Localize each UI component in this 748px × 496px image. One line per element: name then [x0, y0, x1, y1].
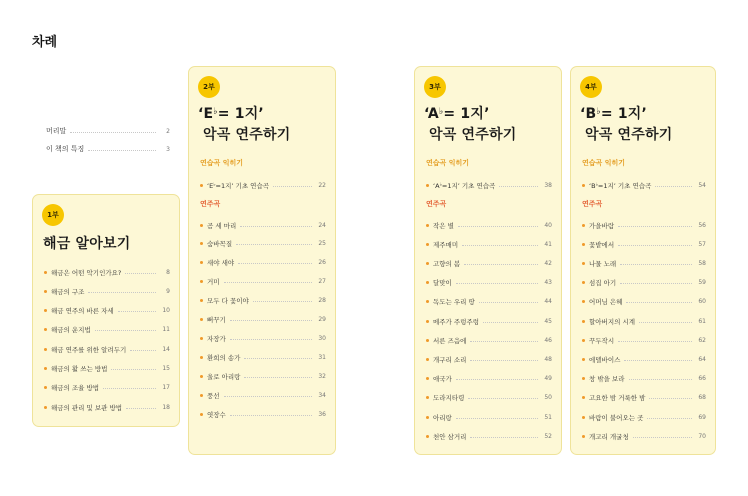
bullet-icon — [426, 224, 429, 227]
part-title-key — [580, 103, 647, 123]
flat-sign: ♭ — [596, 107, 601, 117]
toc-entry[interactable] — [426, 239, 552, 249]
title-suffix: = 1지’ — [217, 106, 264, 122]
bullet-icon — [44, 406, 47, 409]
toc-entry-label: 섬집 아기 — [589, 279, 617, 288]
bullet-icon — [582, 300, 585, 303]
intro-label: 머리말 — [46, 127, 67, 135]
bullet-icon — [582, 339, 585, 342]
section-heading-repertoire: 연주곡 — [200, 200, 221, 208]
leader-dots — [95, 330, 156, 331]
bullet-icon — [426, 262, 429, 265]
leader-dots — [464, 264, 538, 265]
leader-dots — [244, 358, 312, 359]
page-number: 30 — [318, 335, 326, 343]
page-number: 10 — [162, 307, 170, 315]
title-prefix: ‘A — [424, 106, 439, 122]
toc-entry-label: 곰 세 마리 — [207, 221, 237, 230]
page-number: 68 — [698, 394, 706, 402]
bullet-icon — [582, 243, 585, 246]
bullet-icon — [200, 184, 203, 187]
toc-entry[interactable] — [200, 391, 326, 401]
bullet-icon — [200, 375, 203, 378]
bullet-icon — [44, 309, 47, 312]
toc-entry[interactable] — [582, 239, 706, 249]
toc-entry-label: 해금 연주를 위한 알려두기 — [51, 345, 127, 354]
page-number: 46 — [544, 336, 552, 344]
intro-label: 이 책의 특징 — [46, 145, 85, 153]
toc-entry[interactable] — [426, 374, 552, 384]
toc-entry[interactable] — [200, 258, 326, 268]
toc-entry[interactable] — [582, 316, 706, 326]
label-prefix: ‘A — [433, 181, 440, 190]
page-number: 49 — [544, 375, 552, 383]
leader-dots — [118, 311, 156, 312]
toc-entry-label: 어머님 은혜 — [589, 298, 623, 307]
bullet-icon — [44, 328, 47, 331]
toc-entry-label: 개고리 개굴청 — [589, 432, 629, 441]
page-number: 9 — [166, 287, 170, 295]
page-title: 차례 — [32, 35, 58, 50]
toc-entry-label: 해금의 구조 — [51, 287, 85, 296]
bullet-icon — [426, 243, 429, 246]
toc-entry-label: 해금의 운지법 — [51, 326, 91, 335]
page-number: 66 — [698, 375, 706, 383]
section-heading-repertoire: 연주곡 — [582, 200, 603, 208]
leader-dots — [130, 350, 156, 351]
page-number: 8 — [166, 268, 170, 276]
page-number: 60 — [698, 298, 706, 306]
toc-entry-label: 메주가 주렁주렁 — [433, 317, 480, 326]
part-title-key — [424, 103, 490, 123]
leader-dots — [456, 379, 538, 380]
toc-entry-label: 숨바꼭질 — [207, 240, 233, 249]
page-number: 52 — [544, 432, 552, 440]
toc-entry[interactable] — [426, 180, 552, 190]
toc-entry[interactable] — [582, 297, 706, 307]
toc-entry[interactable] — [426, 220, 552, 230]
part-title-line2: 악곡 연주하기 — [203, 127, 291, 143]
toc-entry-label: 뻐꾸기 — [207, 316, 226, 325]
toc-entry[interactable] — [200, 372, 326, 382]
title-prefix: ‘E — [198, 106, 214, 122]
page-number: 36 — [318, 411, 326, 418]
part-title-line2: 악곡 연주하기 — [429, 127, 517, 143]
toc-entry-label: 서른 즈음에 — [433, 336, 467, 345]
toc-entry-label: 꽃밭에서 — [589, 240, 615, 249]
toc-entry[interactable] — [426, 431, 552, 441]
leader-dots — [230, 320, 312, 321]
label-suffix: =1지’ 기초 연습곡 — [215, 181, 270, 190]
toc-entry[interactable] — [44, 325, 170, 335]
bullet-icon — [582, 377, 585, 380]
toc-entry[interactable] — [426, 316, 552, 326]
toc-entry[interactable] — [426, 354, 552, 364]
bullet-icon — [200, 299, 203, 302]
part-title-line2: 악곡 연주하기 — [585, 127, 673, 143]
toc-entry[interactable] — [44, 383, 170, 393]
bullet-icon — [200, 280, 203, 283]
leader-dots — [649, 398, 692, 399]
toc-entry[interactable] — [44, 286, 170, 296]
toc-entry[interactable] — [200, 220, 326, 230]
intro-row[interactable] — [46, 126, 170, 136]
toc-entry-label: 개구리 소리 — [433, 355, 467, 364]
leader-dots — [224, 396, 312, 397]
bullet-icon — [200, 356, 203, 359]
toc-entry-label: 달맞이 — [433, 279, 452, 288]
toc-entry[interactable] — [582, 335, 706, 345]
toc-entry-label: 해금의 조율 방법 — [51, 384, 100, 393]
flat-sign: ♭ — [213, 181, 216, 188]
bullet-icon — [200, 318, 203, 321]
bullet-icon — [200, 242, 203, 245]
leader-dots — [470, 437, 538, 438]
toc-entry-label: 모두 다 꽃이야 — [207, 297, 249, 306]
bullet-icon — [44, 271, 47, 274]
bullet-icon — [426, 396, 429, 399]
leader-dots — [238, 263, 312, 264]
bullet-icon — [582, 224, 585, 227]
leader-dots — [618, 226, 692, 227]
intro-row[interactable] — [46, 144, 170, 154]
title-prefix: ‘B — [580, 106, 597, 122]
leader-dots — [230, 415, 312, 416]
toc-entry[interactable] — [426, 393, 552, 403]
leader-dots — [624, 360, 692, 361]
bullet-icon — [200, 394, 203, 397]
toc-entry[interactable] — [44, 402, 170, 412]
toc-entry-label: 천안 삼거리 — [433, 432, 467, 441]
page-number: 18 — [162, 403, 170, 411]
bullet-icon — [200, 337, 203, 340]
leader-dots — [479, 302, 538, 303]
page-number: 22 — [318, 181, 326, 189]
toc-entry[interactable] — [426, 258, 552, 268]
toc-entry[interactable] — [582, 431, 706, 441]
toc-entry-label: 자장가 — [207, 335, 226, 344]
toc-entry-label: 나물 노래 — [589, 259, 617, 268]
page-number: 32 — [318, 373, 326, 381]
bullet-icon — [426, 281, 429, 284]
toc-entry[interactable] — [44, 364, 170, 374]
page-number: 43 — [544, 279, 552, 287]
bullet-icon — [426, 358, 429, 361]
bullet-icon — [426, 320, 429, 323]
toc-entry-label: 제주매미 — [433, 240, 459, 249]
page-number: 27 — [318, 278, 326, 286]
toc-entry-label: 할아버지의 시계 — [589, 317, 636, 326]
toc-entry-label: 바람이 불어오는 곳 — [589, 413, 644, 422]
toc-entry[interactable] — [582, 412, 706, 422]
page-number: 2 — [166, 127, 170, 135]
page-number: 29 — [318, 316, 326, 324]
leader-dots — [620, 283, 692, 284]
bullet-icon — [426, 339, 429, 342]
toc-entry[interactable] — [200, 296, 326, 306]
bullet-icon — [44, 367, 47, 370]
bullet-icon — [426, 416, 429, 419]
leader-dots — [633, 437, 692, 438]
toc-entry-label: 창 밖을 보라 — [589, 375, 625, 384]
page-number: 51 — [544, 413, 552, 421]
leader-dots — [456, 283, 538, 284]
part-badge: 4부 — [580, 76, 602, 98]
toc-entry-label: 해금의 관리 및 보관 방법 — [51, 403, 123, 412]
leader-dots — [456, 418, 538, 419]
part-card-2 — [188, 66, 336, 455]
bullet-icon — [582, 320, 585, 323]
part-title: 해금 알아보기 — [43, 236, 131, 252]
section-heading-practice: 연습곡 익히기 — [200, 159, 244, 167]
flat-sign: ♭ — [439, 181, 442, 188]
page-number: 34 — [318, 392, 326, 400]
toc-entry-label: 작은 별 — [433, 221, 454, 230]
bullet-icon — [200, 261, 203, 264]
toc-entry[interactable] — [582, 220, 706, 230]
section-heading-practice: 연습곡 익히기 — [426, 159, 470, 167]
leader-dots — [639, 322, 692, 323]
toc-entry-label: 에델바이스 — [589, 355, 621, 364]
toc-entry[interactable] — [426, 297, 552, 307]
toc-entry-label: 해금의 활 쓰는 방법 — [51, 365, 108, 373]
bullet-icon — [582, 396, 585, 399]
leader-dots — [230, 339, 312, 340]
page-number: 57 — [698, 240, 706, 248]
leader-dots — [244, 377, 312, 378]
bullet-icon — [44, 386, 47, 389]
part-card-3 — [414, 66, 562, 455]
toc-entry-label: 풍선 — [207, 392, 220, 401]
page-number: 45 — [544, 317, 552, 325]
page-number: 28 — [318, 297, 326, 305]
leader-dots — [111, 369, 156, 370]
bullet-icon — [582, 184, 585, 187]
page-number: 17 — [162, 384, 170, 392]
flat-sign: ♭ — [213, 107, 218, 117]
title-suffix: = 1지’ — [443, 106, 490, 122]
label-prefix: ‘B — [589, 181, 596, 190]
leader-dots — [629, 379, 692, 380]
title-suffix: = 1지’ — [600, 106, 648, 122]
toc-entry-label: 새야 새야 — [207, 259, 235, 268]
leader-dots — [618, 245, 692, 246]
leader-dots — [70, 132, 156, 133]
leader-dots — [240, 226, 312, 227]
leader-dots — [462, 245, 538, 246]
page-number: 48 — [544, 355, 552, 363]
page-number: 61 — [698, 317, 706, 325]
leader-dots — [273, 186, 312, 187]
flat-sign: ♭ — [595, 181, 598, 188]
leader-dots — [618, 341, 692, 342]
toc-entry[interactable] — [582, 278, 706, 288]
part-badge: 3부 — [424, 76, 446, 98]
part-badge: 2부 — [198, 76, 220, 98]
toc-entry-label — [433, 181, 495, 190]
leader-dots — [620, 264, 692, 265]
toc-entry-label — [589, 181, 651, 190]
label-suffix: =1지’ 기초 연습곡 — [597, 181, 652, 190]
bullet-icon — [44, 290, 47, 293]
toc-entry[interactable] — [426, 412, 552, 422]
bullet-icon — [426, 184, 429, 187]
toc-entry-label: 꾸두작시 — [589, 336, 615, 345]
page-number: 38 — [544, 181, 552, 189]
section-heading-repertoire: 연주곡 — [426, 200, 447, 208]
bullet-icon — [582, 358, 585, 361]
toc-entry-label — [207, 181, 269, 190]
page-number: 40 — [544, 221, 552, 229]
toc-entry[interactable] — [582, 258, 706, 268]
page-number: 62 — [698, 336, 706, 344]
leader-dots — [126, 408, 156, 409]
leader-dots — [236, 244, 312, 245]
toc-entry[interactable] — [582, 180, 706, 190]
page-number: 31 — [318, 354, 326, 362]
leader-dots — [458, 226, 538, 227]
bullet-icon — [426, 435, 429, 438]
toc-entry[interactable] — [426, 335, 552, 345]
part-card-1 — [32, 194, 180, 427]
bullet-icon — [582, 281, 585, 284]
bullet-icon — [200, 224, 203, 227]
toc-entry-label: 해금 연주의 바른 자세 — [51, 307, 114, 316]
leader-dots — [224, 282, 312, 283]
label-prefix: ‘E — [207, 181, 214, 190]
page-number: 26 — [318, 259, 326, 267]
bullet-icon — [582, 435, 585, 438]
page-number: 64 — [698, 355, 706, 363]
page-number: 15 — [162, 365, 170, 372]
page-number: 50 — [544, 394, 552, 402]
page-number: 3 — [166, 145, 170, 153]
bullet-icon — [44, 348, 47, 351]
toc-entry-label: 엿장수 — [207, 411, 226, 419]
page-number: 11 — [162, 326, 170, 334]
section-heading-practice: 연습곡 익히기 — [582, 159, 626, 167]
toc-entry-label: 애국가 — [433, 375, 452, 384]
toc-entry-label: 환희의 송가 — [207, 354, 241, 363]
bullet-icon — [426, 300, 429, 303]
leader-dots — [499, 186, 538, 187]
bullet-icon — [582, 262, 585, 265]
bullet-icon — [582, 416, 585, 419]
page-number: 42 — [544, 259, 552, 267]
part-title-key — [198, 103, 264, 123]
toc-entry-label: 울로 아리랑 — [207, 373, 241, 382]
toc-entry-label: 아리랑 — [433, 413, 452, 422]
toc-entry-label: 고요한 밤 거룩한 밤 — [589, 394, 646, 403]
page-number: 59 — [698, 279, 706, 287]
toc-entry[interactable] — [582, 354, 706, 364]
leader-dots — [647, 418, 692, 419]
toc-entry-label: 독도는 우리 땅 — [433, 298, 475, 307]
leader-dots — [88, 292, 156, 293]
part-badge: 1부 — [42, 204, 64, 226]
page-number: 24 — [318, 221, 326, 229]
leader-dots — [125, 273, 156, 274]
leader-dots — [88, 150, 156, 151]
leader-dots — [483, 322, 538, 323]
page-number: 44 — [544, 298, 552, 306]
toc-entry[interactable] — [200, 334, 326, 344]
toc-entry[interactable] — [582, 374, 706, 384]
bullet-icon — [200, 413, 203, 416]
flat-sign: ♭ — [438, 107, 444, 117]
page-number: 41 — [544, 240, 552, 248]
toc-entry-label: 가을바람 — [589, 221, 615, 230]
leader-dots — [655, 186, 692, 187]
leader-dots — [626, 302, 692, 303]
page-number: 58 — [698, 259, 706, 267]
toc-entry[interactable] — [200, 410, 326, 420]
page-number: 14 — [162, 345, 170, 353]
toc-entry[interactable] — [200, 180, 326, 190]
label-suffix: =1지’ 기초 연습곡 — [441, 181, 496, 190]
toc-entry[interactable] — [200, 353, 326, 363]
toc-entry[interactable] — [582, 393, 706, 403]
bullet-icon — [426, 377, 429, 380]
toc-entry[interactable] — [200, 239, 326, 249]
toc-entry[interactable] — [44, 267, 170, 277]
toc-entry[interactable] — [200, 315, 326, 325]
toc-entry-label: 고향의 봄 — [433, 259, 461, 268]
part-card-4 — [570, 66, 716, 455]
toc-entry-label: 해금은 어떤 악기인가요? — [51, 268, 122, 277]
page-number: 54 — [698, 181, 706, 189]
toc-entry[interactable] — [426, 278, 552, 288]
page-number: 56 — [698, 221, 706, 229]
toc-entry[interactable] — [44, 306, 170, 316]
page-number: 70 — [698, 432, 706, 440]
leader-dots — [103, 388, 156, 389]
leader-dots — [470, 341, 538, 342]
page-number: 25 — [318, 240, 326, 248]
toc-entry-label: 도라지타령 — [433, 394, 465, 403]
leader-dots — [253, 301, 312, 302]
page-number: 69 — [698, 413, 706, 421]
leader-dots — [470, 360, 538, 361]
toc-entry-label: 거미 — [207, 278, 220, 287]
toc-entry[interactable] — [200, 277, 326, 287]
leader-dots — [468, 398, 538, 399]
toc-entry[interactable] — [44, 344, 170, 354]
